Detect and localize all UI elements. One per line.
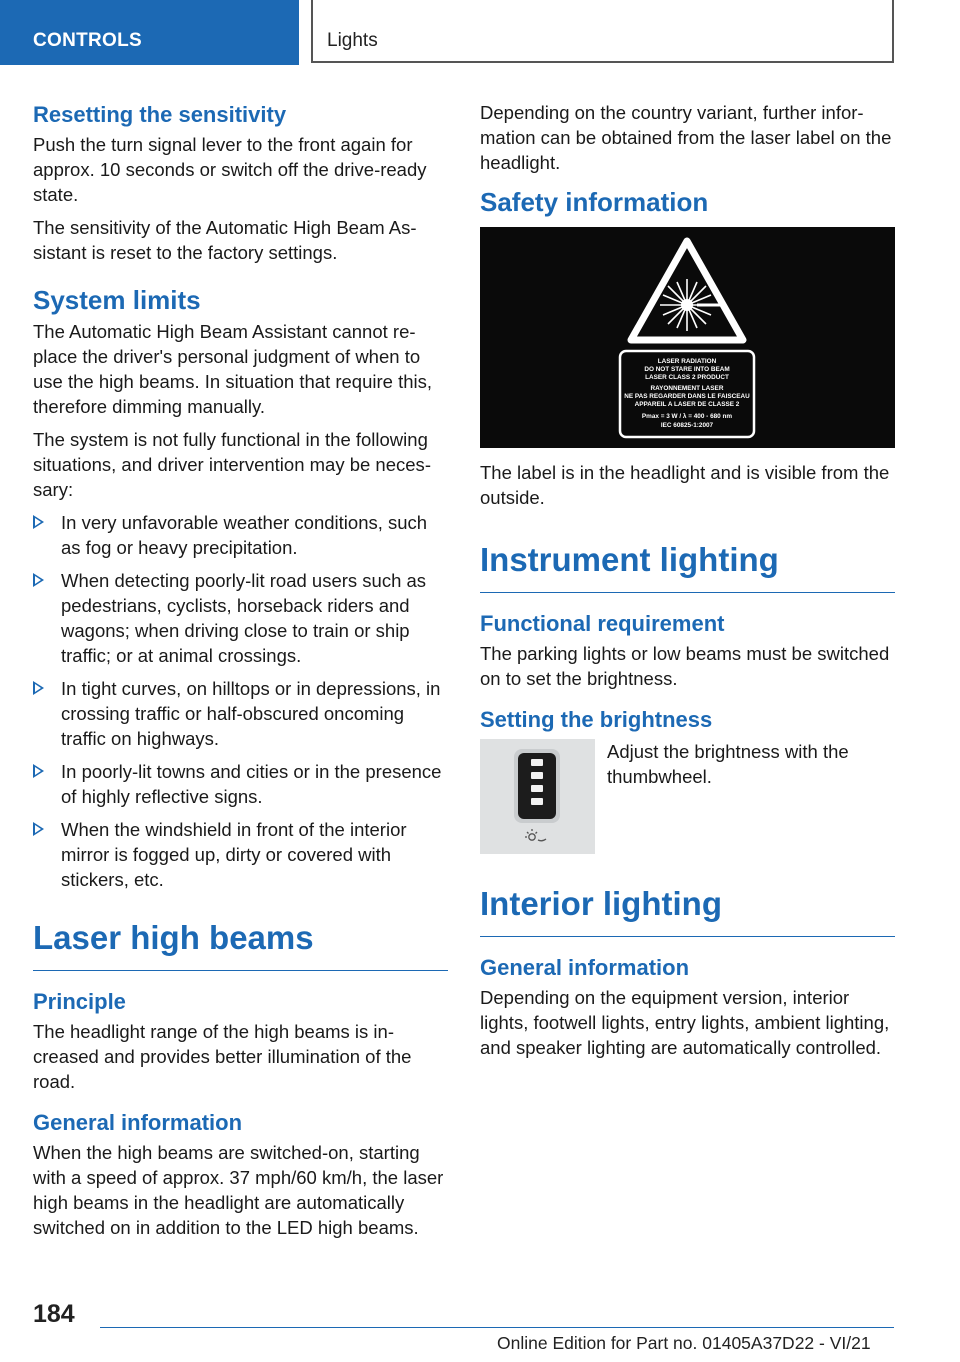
interior-lighting-heading: Interior lighting bbox=[480, 884, 895, 937]
list-item-text: In poorly-lit towns and cities or in the presence of highly reflective signs. bbox=[61, 761, 442, 807]
principle-paragraph: The headlight range of the high beams is increased and provides better illumination of the road. bbox=[33, 1021, 412, 1092]
section-tab bbox=[0, 0, 299, 65]
bullet-triangle-icon bbox=[33, 822, 44, 836]
page-number: 184 bbox=[33, 1300, 75, 1328]
right-column bbox=[480, 100, 895, 1068]
list-item-text: In tight curves, on hilltops or in depressions, in crossing traffic or half-obscured oncoming traffic on highways. bbox=[61, 678, 441, 749]
laser-warning-label-image bbox=[480, 227, 895, 448]
bullet-triangle-icon bbox=[33, 681, 44, 695]
bullet-triangle-icon bbox=[33, 764, 44, 778]
laser-warning-icon bbox=[480, 227, 895, 448]
functional-requirement-paragraph: The parking lights or low beams must be switched on to set the brightness. bbox=[480, 643, 890, 689]
laser-label-line: RAYONNEMENT LASER bbox=[650, 385, 724, 392]
laser-high-beams-heading: Laser high beams bbox=[33, 918, 448, 971]
resetting-paragraph-2: The sensitivity of the Automatic High Beam Assistant is reset to the factory settings. bbox=[33, 217, 417, 263]
resetting-heading: Resetting the sensitivity bbox=[33, 102, 287, 127]
brightness-row bbox=[480, 739, 895, 854]
list-item bbox=[33, 759, 448, 809]
bullet-triangle-icon bbox=[33, 573, 44, 587]
system-limits-paragraph-1: The Automatic High Beam Assistant cannot replace the driver's personal judgment of when to use the high beams. In situation that require this, therefore dimming manually. bbox=[33, 321, 433, 417]
general-information-paragraph: When the high beams are switched-on, starting with a speed of approx. 37 mph/60 km/h, the laser high beams in the headlight are automatically switched on in addition to the LED high beams. bbox=[33, 1142, 444, 1238]
list-item-text: In very unfavorable weather conditions, such as fog or heavy precipitation. bbox=[61, 512, 428, 558]
functional-requirement-heading: Functional requirement bbox=[480, 611, 725, 636]
laser-label-line: LASER RADIATION bbox=[657, 358, 717, 365]
laser-label-line: Pmax = 3 W / λ = 400 - 680 nm bbox=[641, 413, 733, 420]
list-item-text: When detecting poorly-lit road users such as pedestrians, cyclists, horseback riders and wagons; when driving close to train or ship traffic; or at animal crossings. bbox=[61, 570, 427, 666]
instrument-lighting-heading: Instrument lighting bbox=[480, 540, 895, 593]
laser-label-line: APPAREIL A LASER DE CLASSE 2 bbox=[634, 401, 740, 408]
principle-heading: Principle bbox=[33, 989, 126, 1014]
section-label: CONTROLS bbox=[33, 30, 143, 51]
safety-information-heading: Safety information bbox=[480, 187, 709, 217]
list-item bbox=[33, 817, 448, 892]
system-limits-heading: System limits bbox=[33, 285, 201, 315]
general-information-heading: General information bbox=[33, 1110, 243, 1135]
list-item-text: When the windshield in front of the interior mirror is fogged up, dirty or covered with stickers, etc. bbox=[61, 819, 407, 890]
setting-brightness-heading: Setting the brightness bbox=[480, 707, 713, 732]
bullet-triangle-icon bbox=[33, 515, 44, 529]
system-limits-paragraph-2: The system is not fully functional in the following situations, and driver intervention may be necessary: bbox=[33, 429, 431, 500]
laser-label-line: IEC 60825-1:2007 bbox=[660, 422, 714, 429]
interior-general-information-heading: General information bbox=[480, 955, 690, 980]
resetting-paragraph-1: Push the turn signal lever to the front again for approx. 10 seconds or switch off the drive-ready state. bbox=[33, 134, 427, 205]
label-caption: The label is in the headlight and is visible from the outside. bbox=[480, 462, 890, 508]
laser-label-line: DO NOT STARE INTO BEAM bbox=[644, 366, 730, 373]
country-variant-paragraph: Depending on the country variant, further information can be obtained from the laser label on the headlight. bbox=[480, 102, 892, 173]
thumbwheel-image bbox=[480, 739, 595, 854]
left-column bbox=[33, 100, 448, 1248]
interior-general-information-paragraph: Depending on the equipment version, interior lights, footwell lights, entry lights, ambient lighting, and speaker lighting are automatically controlled. bbox=[480, 987, 890, 1058]
thumbwheel-icon bbox=[480, 739, 595, 854]
brightness-paragraph: Adjust the brightness with the thumbwheel. bbox=[607, 741, 849, 787]
edition-note: Online Edition for Part no. 01405A37D22 - VI/21 bbox=[497, 1333, 871, 1353]
chapter-title: Lights bbox=[327, 30, 378, 51]
list-item bbox=[33, 676, 448, 751]
footer-divider bbox=[100, 1327, 894, 1328]
laser-label-line: LASER CLASS 2 PRODUCT bbox=[645, 374, 729, 381]
list-item bbox=[33, 568, 448, 668]
limitations-list bbox=[33, 510, 448, 892]
list-item bbox=[33, 510, 448, 560]
laser-label-line: NE PAS REGARDER DANS LE FAISCEAU bbox=[624, 393, 750, 400]
chapter-header bbox=[311, 0, 894, 63]
